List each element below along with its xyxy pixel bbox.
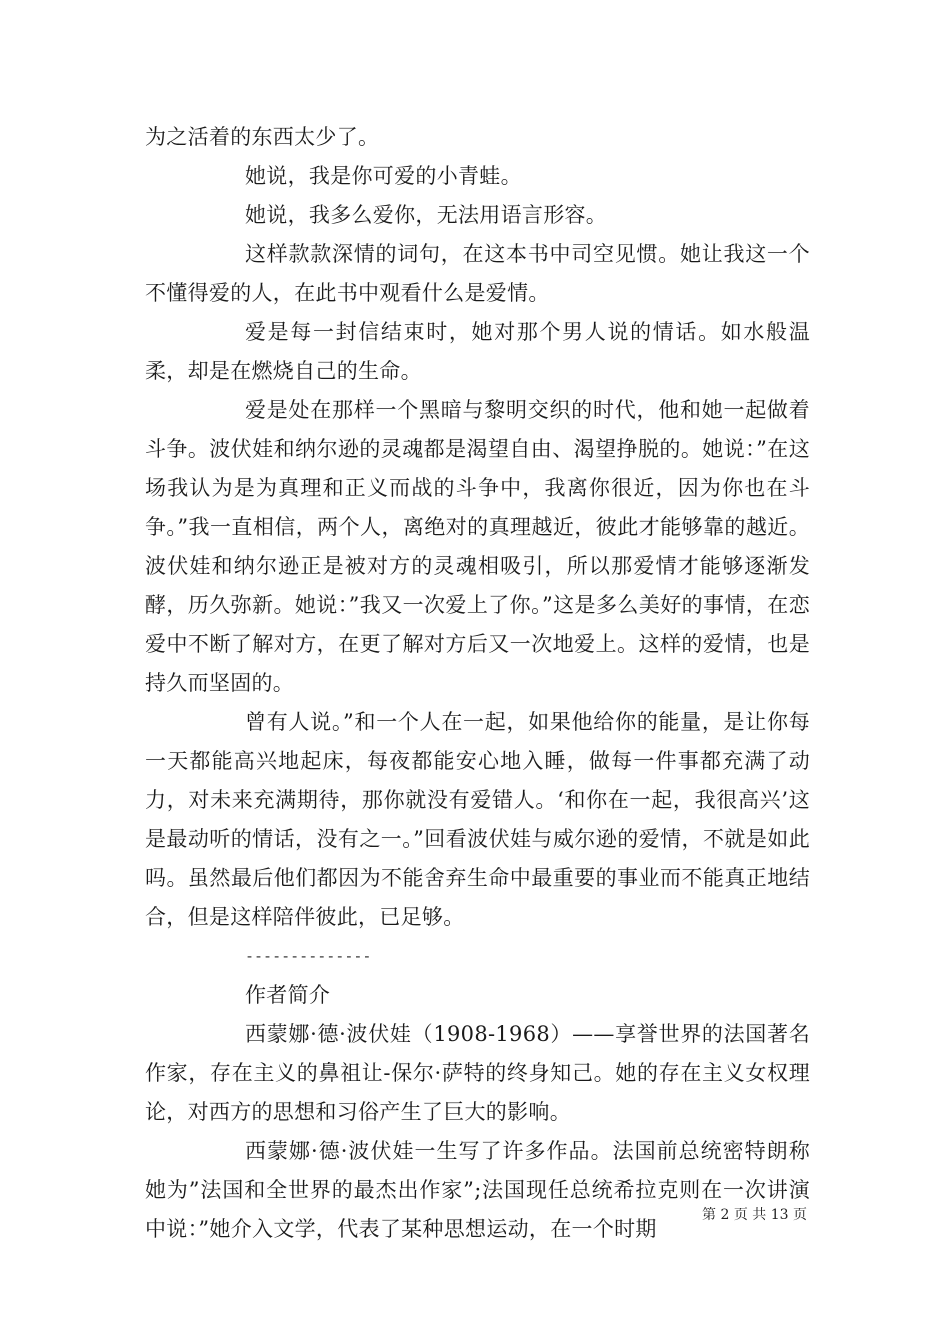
section-heading-author: 作者简介 xyxy=(245,983,331,1007)
paragraph-quote-frog: 她说，我是你可爱的小青蛙。 xyxy=(245,164,522,188)
document-body xyxy=(145,118,810,1249)
paragraph-love-letters: 爱是每一封信结束时，她对那个男人说的情话。如水般温柔，却是在燃烧自己的生命。 xyxy=(145,320,810,383)
paragraph-deep-words: 这样款款深情的词句，在这本书中司空见惯。她让我这一个不懂得爱的人，在此书中观看什么是爱情。 xyxy=(145,242,810,305)
paragraph-struggle: 爱是处在那样一个黑暗与黎明交织的时代，他和她一起做着斗争。波伏娃和纳尔逊的灵魂都是渴望自由、渴望挣脱的。她说：”在这场我认为是为真理和正义而战的斗争中，我离你很近，因为你也在斗争。”我一直相信，两个人，离绝对的真理越近，彼此才能够靠的越近。波伏娃和纳尔逊正是被对方的灵魂相吸引，所以那爱情才能够逐渐发酵，历久弥新。她说：”我又一次爱上了你。”这是多么美好的事情，在恋爱中不断了解对方，在更了解对方后又一次地爱上。这样的爱情，也是持久而坚固的。 xyxy=(145,398,810,695)
paragraph-author-works: 西蒙娜·德·波伏娃一生写了许多作品。法国前总统密特朗称她为”法国和全世界的最杰出作家”;法国现任总统希拉克则在一次讲演中说：”她介入文学，代表了某种思想运动，在一个时期 xyxy=(145,1139,810,1241)
page-number-footer: 第 2 页 共 13 页 xyxy=(702,1207,807,1223)
paragraph-author-intro: 西蒙娜·德·波伏娃（1908-1968）——享誉世界的法国著名作家，存在主义的鼻祖让-保尔·萨特的终身知己。她的存在主义女权理论，对西方的思想和习俗产生了巨大的影响。 xyxy=(145,1022,810,1124)
paragraph-quote-love: 她说，我多么爱你，无法用语言形容。 xyxy=(245,203,608,227)
section-separator: -------------- xyxy=(245,947,372,965)
paragraph-someone-said: 曾有人说。”和一个人在一起，如果他给你的能量，是让你每一天都能高兴地起床，每夜都能安心地入睡，做每一件事都充满了动力，对未来充满期待，那你就没有爱错人。‘和你在一起，我很高兴’这是最动听的情话，没有之一。”回看波伏娃与威尔逊的爱情，不就是如此吗。虽然最后他们都因为不能舍弃生命中最重要的事业而不能真正地结合，但是这样陪伴彼此，已足够。 xyxy=(145,710,810,929)
paragraph-continuation: 为之活着的东西太少了。 xyxy=(145,125,380,149)
